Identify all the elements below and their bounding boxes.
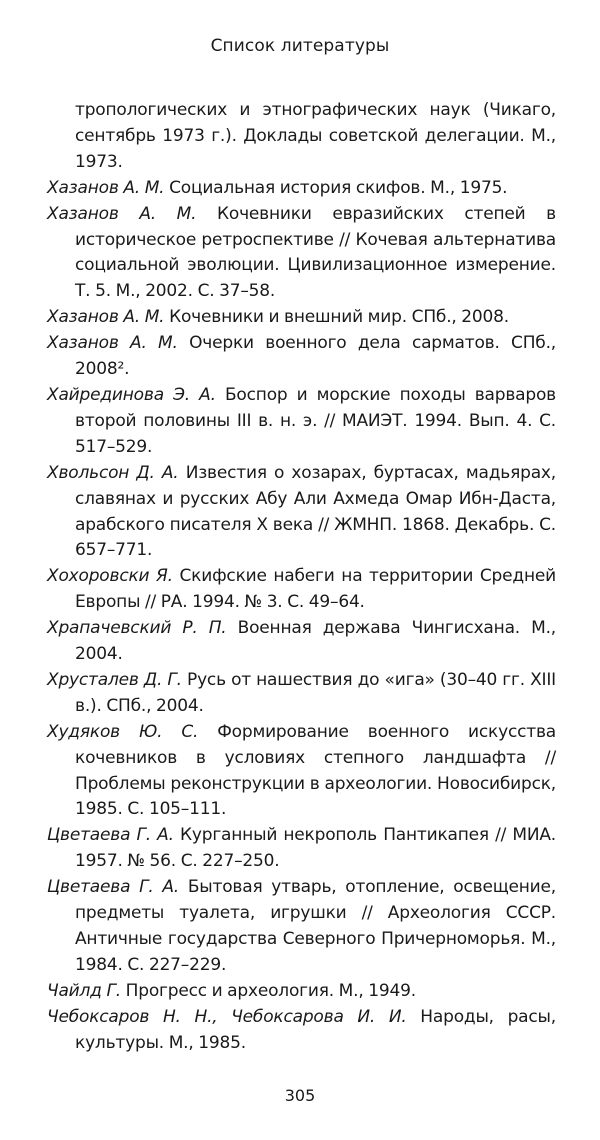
bibliography-entry: [47, 383, 556, 461]
running-head-title: Список литературы: [210, 36, 390, 56]
entry-text: Народы, расы, культуры. М., 1985.: [75, 1006, 556, 1053]
bibliography-entry: [47, 616, 556, 668]
entry-author: Чайлд Г.: [47, 980, 121, 1001]
entry-author: Хвольсон Д. А.: [47, 462, 179, 483]
bibliography-entry: [47, 875, 556, 979]
entry-author: Цветаева Г. А.: [47, 877, 180, 898]
bibliography-entry: [47, 720, 556, 824]
entry-text: Прогресс и археология. М., 1949.: [125, 980, 416, 1001]
bibliography-list: [47, 98, 556, 1057]
entry-author: Хайрединова Э. А.: [47, 384, 216, 405]
entry-text: Очерки военного дела сарматов. СПб., 2008².: [75, 333, 556, 380]
entry-author: Храпачевский Р. П.: [47, 618, 227, 639]
bibliography-entry: [47, 564, 556, 616]
entry-text: Социальная история скифов. М., 1975.: [169, 177, 508, 198]
bibliography-entry: [47, 823, 556, 875]
entry-author: Чебоксаров Н. Н., Чебоксарова И. И.: [47, 1006, 407, 1027]
bibliography-entry: [47, 176, 556, 202]
entry-text: тропологических и этнографических наук (Чикаго, сентябрь 1973 г.). Доклады советской делегации. М., 1973.: [75, 100, 556, 172]
bibliography-entry: [47, 979, 556, 1005]
entry-author: Хазанов А. М.: [47, 333, 178, 354]
entry-author: Хазанов А. М.: [47, 203, 197, 224]
bibliography-entry: [47, 331, 556, 383]
bibliography-entry: [47, 98, 556, 176]
entry-text: Известия о хозарах, буртасах, мадьярах, славянах и русских Абу Али Ахмеда Омар Ибн-Даста, арабского писателя X века // ЖМНП. 1868. Декабрь. С. 657–771.: [75, 462, 556, 561]
entry-text: Кочевники евразийских степей в историческое ретроспективе // Кочевая альтернатива социальной эволюции. Цивилизационное измерение. Т. 5. М., 2002. С. 37–58.: [75, 203, 556, 302]
entry-author: Цветаева Г. А.: [47, 825, 174, 846]
entry-text: Военная держава Чингисхана. М., 2004.: [75, 618, 556, 665]
bibliography-entry: [47, 668, 556, 720]
entry-text: Кочевники и внешний мир. СПб., 2008.: [169, 307, 509, 328]
entry-text: Курганный некрополь Пантикапея // МИА. 1957. № 56. С. 227–250.: [75, 825, 557, 872]
entry-author: Хазанов А. М.: [47, 307, 165, 328]
entry-text: Бытовая утварь, отопление, освещение, предметы туалета, игрушки // Археология СССР. Античные государства Северного Причерноморья. М., 1984. С. 227–229.: [75, 877, 556, 975]
bibliography-entry: [47, 461, 556, 565]
entry-text: Скифские набеги на территории Средней Европы // РА. 1994. № 3. С. 49–64.: [75, 566, 556, 613]
entry-author: Худяков Ю. С.: [47, 721, 199, 742]
page-number: 305: [284, 1086, 316, 1105]
entry-author: Хазанов А. М.: [47, 177, 165, 198]
bibliography-entry: [47, 1005, 556, 1057]
entry-author: Хохоровски Я.: [47, 566, 173, 587]
entry-text: Боспор и морские походы варваров второй половины III в. н. э. // МАИЭТ. 1994. Вып. 4. С. 517–529.: [75, 384, 556, 457]
entry-text: Русь от нашествия до «ига» (30–40 гг. XIII в.). СПб., 2004.: [75, 669, 556, 716]
bibliography-entry: [47, 202, 556, 306]
entry-text: Формирование военного искусства кочевников в условиях степного ландшафта // Проблемы реконструкции в археологии. Новосибирск, 1985. С. 105–111.: [75, 721, 556, 820]
bibliography-entry: [47, 305, 556, 331]
entry-author: Хрусталев Д. Г.: [47, 669, 182, 690]
